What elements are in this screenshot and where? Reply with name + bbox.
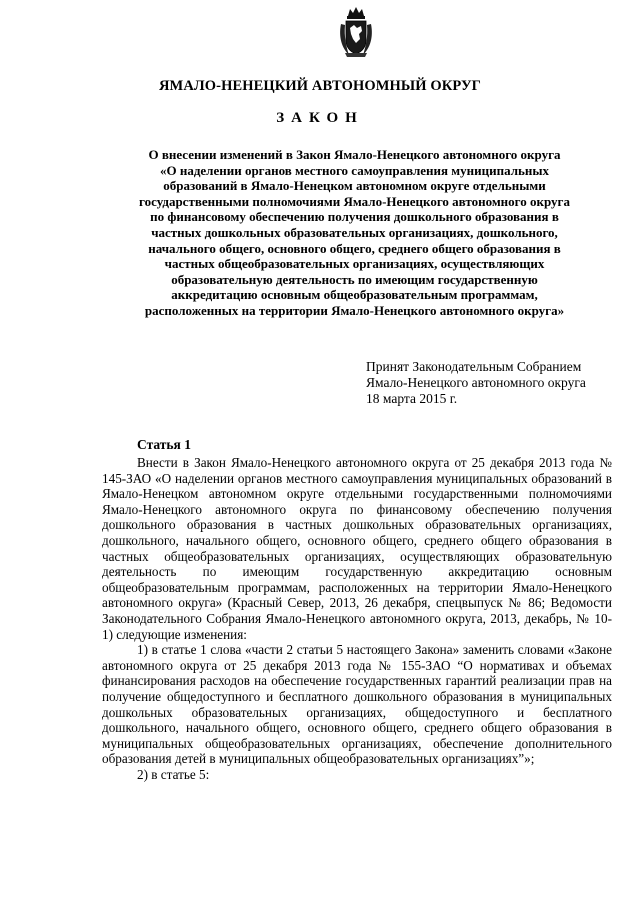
yamal-nenets-coat-of-arms-icon [337, 6, 375, 58]
title-line: государственными полномочиями Ямало-Ненецкого автономного округа [139, 193, 570, 209]
adoption-date: 18 марта 2015 г. [366, 391, 458, 406]
title-line: начального общего, основного общего, среднего общего образования в [148, 240, 561, 256]
title-line: образовательную деятельность по имеющим государственную [171, 271, 538, 287]
law-title [82, 147, 627, 319]
adoption-note [366, 359, 586, 407]
article-item-1: 1) в статье 1 слова «части 2 статьи 5 настоящего Закона» заменить словами «Законе автономного округа от 25 декабря 2013 года № 155-ЗАО “О нормативах и объемах финансирования расходов на обеспечение государственных гарантий реализации прав на получение общедоступного и бесплатного дошкольного образования в муниципальных дошкольных образовательных организациях, общедоступного и бесплатного дошкольного, начального общего, основного общего, среднего общего образования в муниципальных общеобразовательных организациях, обеспечение дополнительного образования детей в муниципальных общеобразовательных организациях”»; [102, 642, 612, 767]
title-line: частных общеобразовательных организациях, осуществляющих [164, 256, 545, 272]
adoption-line: Ямало-Ненецкого автономного округа [366, 375, 586, 390]
adoption-line: Принят Законодательным Собранием [366, 359, 582, 374]
article-intro-paragraph: Внести в Закон Ямало-Ненецкого автономного округа от 25 декабря 2013 года № 145-ЗАО «О наделении органов местного самоуправления муниципальных образований в Ямало-Ненецком автономном округе отдельными государственными полномочиями Ямало-Ненецкого автономного округа по финансовому обеспечению получения дошкольного образования в частных дошкольных образовательных организациях, дошкольного, начального общего, основного общего, среднего общего образования в частных общеобразовательных организациях, осуществляющих образовательную деятельность по имеющим государственную аккредитацию основным общеобразовательным программам, расположенных на территории Ямало-Ненецкого автономного округа» (Красный Север, 2013, 26 декабря, спецвыпуск № 86; Ведомости Законодательного Собрания Ямало-Ненецкого автономного округа, 2013, декабрь, № 10-1) следующие изменения: [102, 455, 612, 642]
title-line: образований в Ямало-Ненецком автономном округе отдельными [163, 178, 546, 194]
title-line: по финансовому обеспечению получения дошкольного образования в [150, 209, 559, 225]
article-body [102, 455, 612, 782]
title-line: частных дошкольных образовательных организациях, дошкольного, [151, 224, 558, 240]
document-type: ЗАКОН [276, 110, 364, 126]
title-line: О внесении изменений в Закон Ямало-Ненецкого автономного округа [148, 147, 561, 162]
title-line: «О наделении органов местного самоуправления муниципальных [159, 162, 550, 178]
region-name: ЯМАЛО-НЕНЕЦКИЙ АВТОНОМНЫЙ ОКРУГ [158, 78, 482, 94]
title-line: аккредитацию основным общеобразовательным программам, [171, 287, 538, 303]
article-heading: Статья 1 [137, 437, 191, 452]
title-line: расположенных на территории Ямало-Ненецкого автономного округа» [144, 302, 565, 318]
article-item-2: 2) в статье 5: [137, 766, 210, 782]
